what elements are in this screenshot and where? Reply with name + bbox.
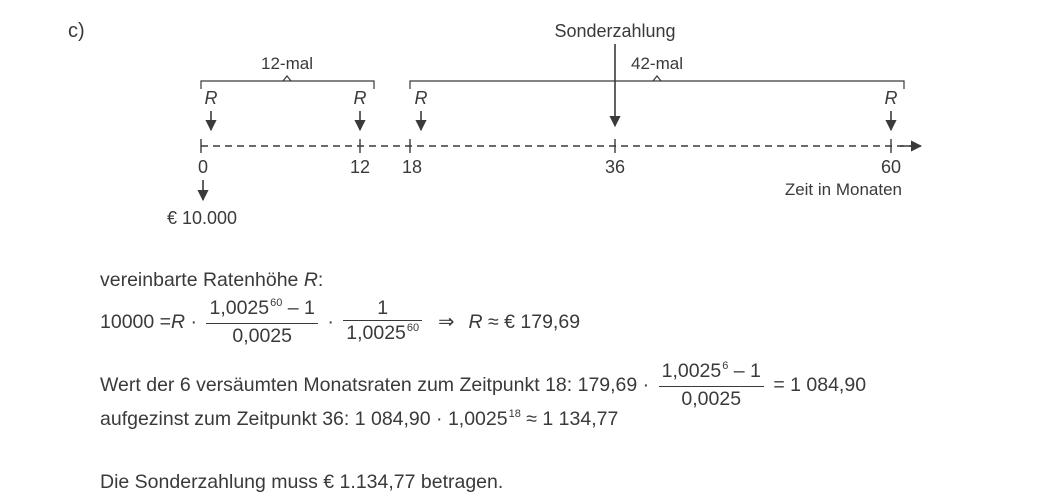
equation-missed-payments [100, 360, 866, 410]
eq1-frac1-den: 0,0025 [232, 325, 293, 347]
eq2-frac-num-rest: – 1 [728, 360, 761, 382]
eq1-lhs: 10000 = [100, 310, 172, 333]
eq1-result-var: R [468, 310, 483, 333]
heading-var: R [303, 269, 318, 291]
eq1-var-r: R [171, 310, 186, 333]
solution-heading [100, 269, 323, 292]
eq1-frac1-num-base: 1,0025 [209, 297, 270, 319]
eq1-fraction-2 [343, 297, 422, 347]
tick-label-18: 18 [401, 157, 423, 177]
part-label: c) [68, 20, 85, 42]
heading-suffix: : [317, 269, 324, 291]
eq2-frac-num-exp: 6 [722, 360, 729, 372]
timeline-diagram [0, 0, 1040, 240]
eq1-frac1-num-exp: 60 [270, 297, 283, 309]
eq2-fraction [659, 360, 764, 410]
brace-42-mal-tip [653, 76, 661, 81]
conclusion: Die Sonderzahlung muss € 1.134,77 betragen. [100, 471, 504, 493]
eq3-text: aufgezinst zum Zeitpunkt 36: 1 084,90 · 1,0025 [100, 408, 508, 430]
equation-rate [100, 297, 580, 347]
payment-label-r: R [414, 88, 428, 108]
eq2-text: Wert der 6 versäumten Monatsraten zum Zeitpunkt 18: 179,69 · [100, 373, 655, 396]
eq3-exp: 18 [508, 408, 521, 420]
eq1-frac2-den-exp: 60 [406, 322, 420, 334]
brace-42-mal [410, 81, 904, 89]
brace-12-mal [201, 81, 374, 89]
tick-label-60: 60 [880, 157, 902, 177]
sonderzahlung-label: Sonderzahlung [554, 21, 676, 41]
loan-amount: € 10.000 [166, 208, 238, 228]
eq1-fraction-1 [206, 297, 317, 347]
heading-prefix: vereinbarte Ratenhöhe [100, 269, 304, 291]
eq2-frac-den: 0,0025 [681, 388, 742, 410]
eq3-result: ≈ 1 134,77 [520, 408, 619, 430]
payment-label-r: R [353, 88, 367, 108]
eq1-dot: · [321, 310, 340, 333]
axis-label: Zeit in Monaten [784, 180, 902, 199]
eq1-frac1-num-rest: – 1 [282, 297, 315, 319]
eq1-result: ≈ € 179,69 [482, 310, 581, 333]
brace-12-mal-tip [283, 76, 291, 81]
equation-compounded [100, 408, 618, 431]
implies-symbol: ⇒ [438, 311, 455, 333]
tick-label-12: 12 [349, 157, 371, 177]
eq2-result: = 1 084,90 [767, 373, 867, 396]
payment-label-r: R [884, 88, 898, 108]
tick-label-36: 36 [604, 157, 626, 177]
eq1-frac2-den-base: 1,0025 [346, 322, 406, 344]
payment-label-r: R [204, 88, 218, 108]
tick-label-0: 0 [197, 157, 209, 177]
group-12-mal-label: 12-mal [261, 54, 313, 73]
eq2-frac-num-base: 1,0025 [661, 360, 722, 382]
group-42-mal-label: 42-mal [631, 54, 683, 73]
eq1-frac2-num: 1 [343, 297, 422, 321]
eq1-dot: · [185, 310, 203, 333]
